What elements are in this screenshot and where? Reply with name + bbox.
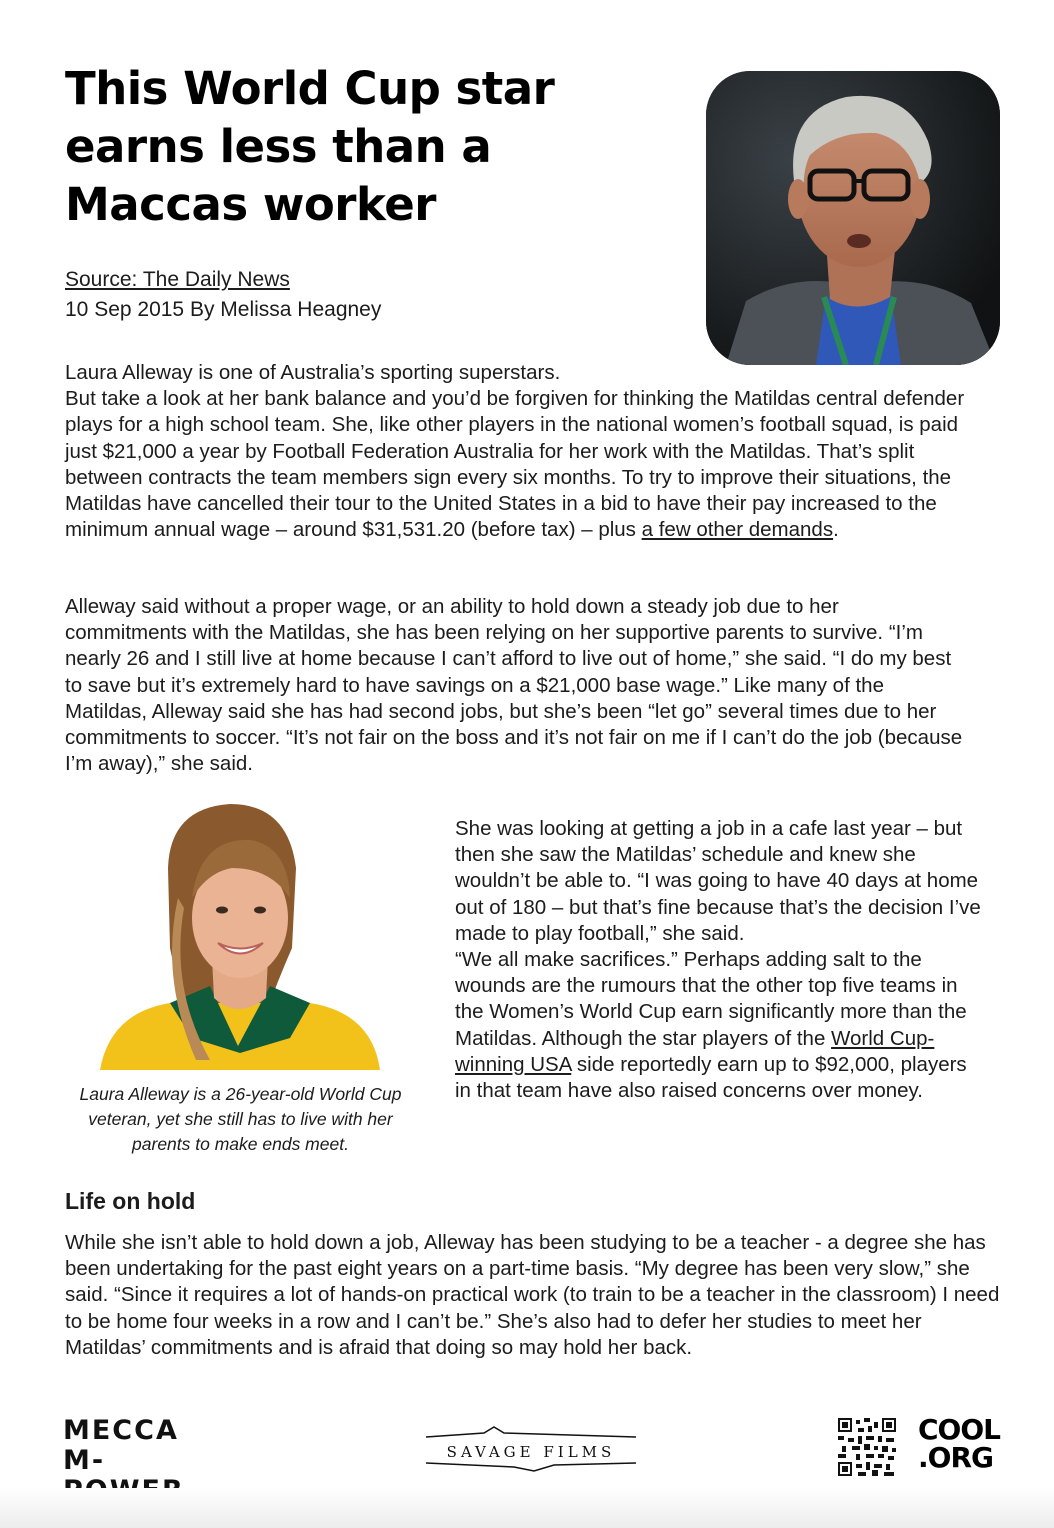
source-link[interactable]: Source: The Daily News bbox=[65, 268, 290, 291]
right-column-text bbox=[455, 816, 985, 1104]
world-cup-winning-usa-link[interactable]: World Cup-winning USA bbox=[455, 1026, 935, 1076]
source-block bbox=[65, 265, 381, 325]
paragraph-5: While she isn’t able to hold down a job, Alleway has been studying to be a teacher - a degree she has been undertaking for the past eight years on a part-time basis. “My degree has been very slow,” she said. “Since it requires a lot of hands-on practical work (to train to be a teacher in the classroom) I need to be home four weeks in a row and I can’t be.” She’s also had to defer her studies to meet her Matildas’ commitments and is afraid that doing so may hold her back. bbox=[65, 1231, 1000, 1359]
paragraph-2: Alleway said without a proper wage, or an ability to hold down a steady job due to her commitments with the Matildas, she has been relying on her supportive parents to survive. “I’m nearly 26 and I still live at home because I can’t afford to live out of home,” she said. “I do my best to save but it’s extremely hard to have savings on a $21,000 base wage.” Like many of the Matildas, Alleway said she has had second jobs, but she’s been “let go” several times due to her commitments to soccer. “It’s not fair on the boss and it’s not fair on me if I can’t do the job (because I’m away),” she said. bbox=[65, 595, 963, 776]
qr-code-icon bbox=[838, 1418, 896, 1476]
savage-films-logo bbox=[424, 1423, 638, 1475]
cool-org-logo: COOL .ORG bbox=[918, 1413, 1000, 1474]
page-bottom-shadow bbox=[0, 1488, 1054, 1528]
photo-caption: Laura Alleway is a 26-year-old World Cup veteran, yet she still has to live with her parents to make ends meet. bbox=[79, 1084, 402, 1154]
main-photo-man bbox=[706, 71, 1000, 365]
few-other-demands-link[interactable]: a few other demands bbox=[641, 518, 834, 542]
article-title: This World Cup star earns less than a Maccas worker bbox=[65, 62, 555, 231]
paragraph-1: Laura Alleway is one of Australia’s sporting superstars. But take a look at her bank balance and you’d be forgiven for thinking the Matildas central defender plays for a high school team. She, like other players in the national women’s football squad, is paid just $21,000 a year by Football Federation Australia for her work with the Matildas. That’s split between contracts the team members sign every six months. To try to improve their situations, the Matildas have cancelled their tour to the United States in a bid to have their pay increased to the minimum annual wage – around $31,531.20 (before tax) – plus a few other demands. bbox=[65, 361, 965, 542]
paragraph-3: She was looking at getting a job in a cafe last year – but then she saw the Matildas’ schedule and knew she wouldn’t be able to. “I was going to have 40 days at home out of 180 – but that’s fine because that’s the decision I’ve made to play football,” she said. bbox=[455, 817, 981, 945]
paragraph-4: “We all make sacrifices.” Perhaps adding salt to the wounds are the rumours that the other top five teams in the Women’s World Cup earn significantly more than the Matildas. Although the star players of the World Cup-winning USA side reportedly earn up to $92,000, players in that team have also raised concerns over money. bbox=[455, 948, 967, 1103]
byline: 10 Sep 2015 By Melissa Heagney bbox=[65, 298, 382, 321]
laura-alleway-photo bbox=[100, 798, 380, 1070]
mecca-mpower-logo: MECCA M- bbox=[63, 1415, 179, 1476]
section-heading-life-on-hold: Life on hold bbox=[65, 1188, 196, 1214]
savage-films-text: SAVAGE FILMS bbox=[446, 1443, 616, 1461]
